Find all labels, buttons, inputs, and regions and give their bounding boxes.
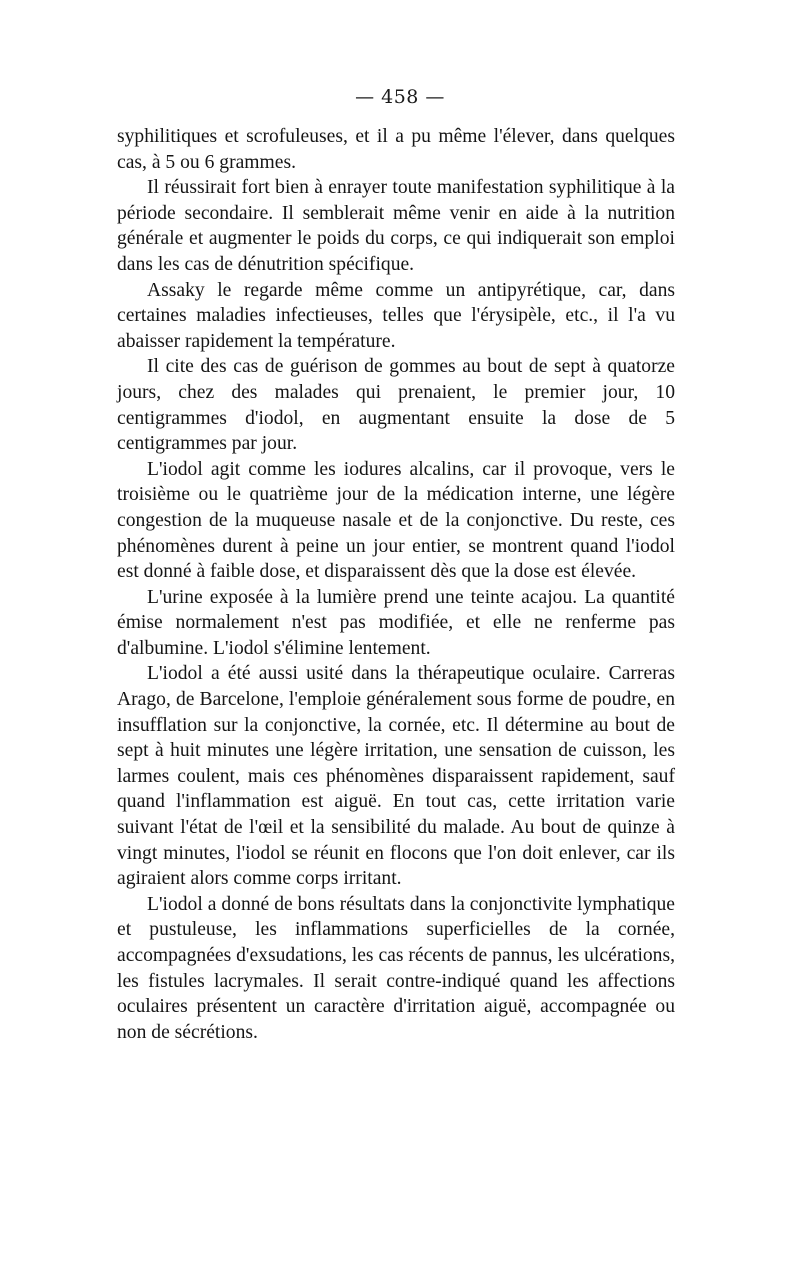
paragraph-3: Assaky le regarde même comme un antipyrétique, car, dans certaines maladies infectieuses, telles que l'érysipèle, etc., il l'a vu abaisser rapidement la température. xyxy=(117,279,675,352)
paragraph-4: Il cite des cas de guérison de gommes au bout de sept à quatorze jours, chez des malades qui prenaient, le premier jour, 10 centigrammes d'iodol, en augmentant ensuite la dose de 5 centigrammes par jour. xyxy=(117,356,675,455)
paragraph-2: Il réussirait fort bien à enrayer toute manifestation syphilitique à la période secondaire. Il semblerait même venir en aide à la nutrition générale et augmenter le poids du corps, ce qui indiquerait son emploi dans les cas de dénutrition spécifique. xyxy=(117,177,675,275)
body-text xyxy=(117,124,675,1045)
paragraph-1: syphilitiques et scrofuleuses, et il a pu même l'élever, dans quelques cas, à 5 ou 6 grammes. xyxy=(117,126,675,173)
paragraph-6: L'urine exposée à la lumière prend une teinte acajou. La quantité émise normalement n'est pas modifiée, et elle ne renferme pas d'albumine. L'iodol s'élimine lentement. xyxy=(117,586,675,659)
page-number: — 458 — xyxy=(355,86,445,108)
paragraph-7: L'iodol a été aussi usité dans la thérapeutique oculaire. Carreras Arago, de Barcelone, l'emploie généralement sous forme de poudre, en insufflation sur la conjonctive, la cornée, etc. Il détermine au bout de sept à huit minutes une légère irritation, une sensation de cuisson, les larmes coulent, mais ces phénomènes disparaissent rapidement, sauf quand l'inflammation est aiguë. En tout cas, cette irritation varie suivant l'état de l'œil et la sensibilité du malade. Au bout de quinze à vingt minutes, l'iodol se réunit en flocons que l'on doit enlever, car ils agiraient alors comme corps irritant. xyxy=(117,663,675,890)
paragraph-5: L'iodol agit comme les iodures alcalins, car il provoque, vers le troisième ou le quatrième jour de la médication interne, une légère congestion de la muqueuse nasale et de la conjonctive. Du reste, ces phénomènes durent à peine un jour entier, se montrent quand l'iodol est donné à faible dose, et disparaissent dès que la dose est élevée. xyxy=(117,458,675,583)
paragraph-8: L'iodol a donné de bons résultats dans la conjonctivite lymphatique et pustuleuse, les inflammations superficielles de la cornée, accompagnées d'exsudations, les cas récents de pannus, les ulcérations, les fistules lacrymales. Il serait contre-indiqué quand les affections oculaires présentent un caractère d'irritation aiguë, accompagnée ou non de sécrétions. xyxy=(117,893,675,1043)
